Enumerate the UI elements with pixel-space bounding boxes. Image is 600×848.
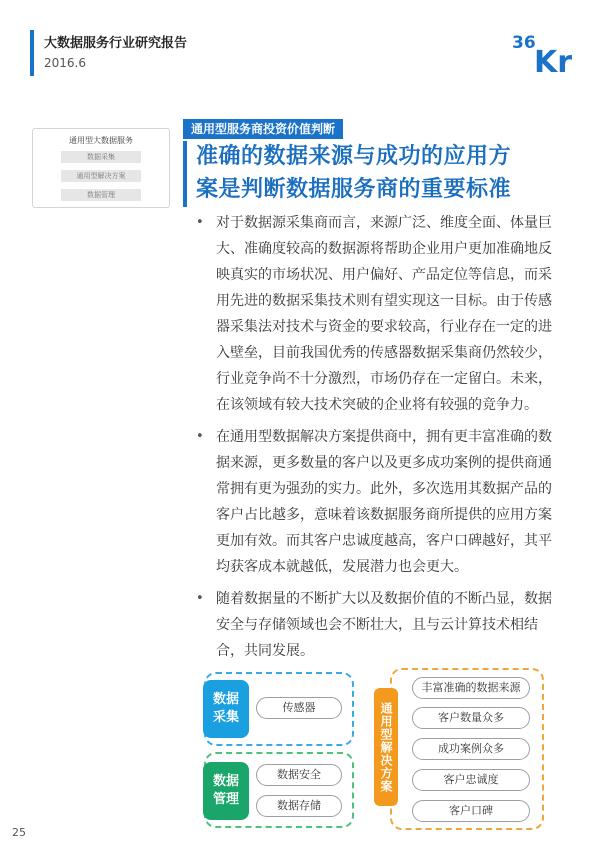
sidebar-item-general-solution[interactable]: 通用型解决方案 [61,170,141,182]
report-title: 大数据服务行业研究报告 [44,36,188,51]
bullet-list [196,210,556,670]
logo-text-kr: Kr [534,45,573,74]
sidebar-item-data-management[interactable]: 数据管理 [61,189,141,201]
bullet-dot-icon: • [196,215,204,230]
sensor-item: 传感器 [256,697,342,719]
sidebar-navigation-card [32,128,170,208]
data-collection-label-box [203,680,249,738]
data-management-label-box [203,762,249,820]
page-number: 25 [12,826,26,839]
bullet-dot-icon: • [196,591,204,606]
general-solution-label-box: 通用型解决方案 [374,688,398,806]
data-management-label-line-2: 管理 [212,792,239,807]
bullet-text: 在通用型数据解决方案提供商中，拥有更丰富准确的数据来源，更多数量的客户以及更多成功案例的提供商通常拥有更为强劲的实力。此外，多次选用其数据产品的客户占比越多，意味着该数据服务商所提供的应用方案更加有效。而其客户忠诚度越高，客户口碑越好，其平均获客成本就越低，发展潜力也会更大。 [216,429,552,575]
header-accent-bar [30,30,34,76]
page-headline [196,140,566,206]
solution-item-reputation: 客户口碑 [412,800,530,822]
section-tag: 通用型服务商投资价值判断 [183,119,343,139]
data-collection-label-line-2: 采集 [212,710,239,725]
solution-item-customer-count: 客户数量众多 [412,707,530,729]
headline-accent-bar [183,141,187,207]
sidebar-item-data-collection[interactable]: 数据采集 [61,151,141,163]
bullet-text: 随着数据量的不断扩大以及数据价值的不断凸显，数据安全与存储领域也会不断壮大，且与云计算技术相结合，共同发展。 [216,591,552,659]
headline-line-2: 案是判断数据服务商的重要标准 [196,177,512,202]
data-management-label-line-1: 数据 [212,774,239,789]
bullet-item [196,210,556,418]
data-storage-item: 数据存储 [256,795,342,817]
report-date: 2016.6 [44,56,86,70]
solution-item-loyalty: 客户忠诚度 [412,769,530,791]
brand-logo [510,28,578,74]
sidebar-card-title: 通用型大数据服务 [69,136,133,145]
bullet-dot-icon: • [196,429,204,444]
bullet-text: 对于数据源采集商而言，来源广泛、维度全面、体量巨大、准确度较高的数据源将帮助企业用户更加准确地反映真实的市场状况、用户偏好、产品定位等信息，而采用先进的数据采集技术则有望实现这一目标。由于传感器采集法对技术与资金的要求较高，行业存在一定的进入壁垒，目前我国优秀的传感器数据采集商仍然较少，行业竞争尚不十分激烈，市场仍存在一定留白。未来，在该领域有较大技术突破的企业将有较强的竞争力。 [216,215,552,413]
solution-item-success-cases: 成功案例众多 [412,738,530,760]
bullet-item [196,586,556,664]
data-collection-label-line-1: 数据 [212,692,239,707]
bullet-item [196,424,556,580]
headline-line-1: 准确的数据来源与成功的应用方 [196,144,512,169]
data-security-item: 数据安全 [256,764,342,786]
logo-text-36: 36 [512,33,536,53]
solution-item-data-source: 丰富准确的数据来源 [412,677,530,699]
